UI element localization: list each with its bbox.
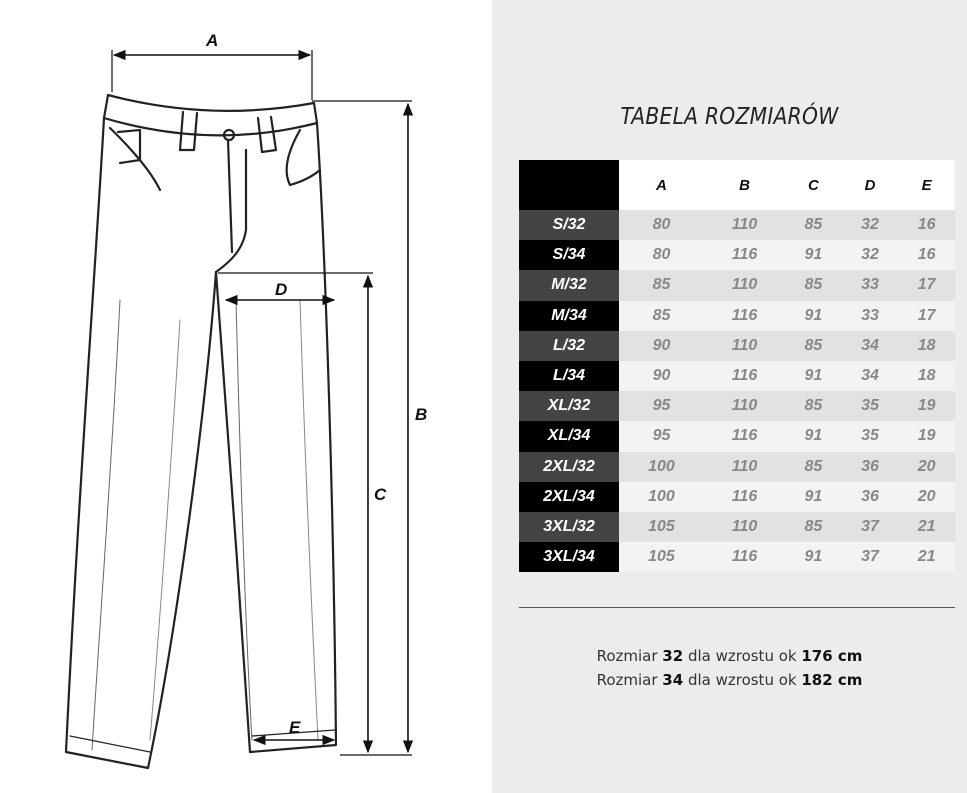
measurement-cell: 85 bbox=[785, 512, 842, 542]
dimension-label-d: D bbox=[275, 280, 288, 299]
size-label-cell: 3XL/32 bbox=[519, 512, 619, 542]
measurement-cell: 35 bbox=[842, 421, 899, 451]
height-note-32 bbox=[492, 647, 967, 665]
measurement-cell: 33 bbox=[842, 270, 899, 300]
dimension-label-e: E bbox=[289, 718, 301, 737]
note-prefix: Rozmiar bbox=[596, 647, 663, 665]
measurement-cell: 116 bbox=[704, 361, 785, 391]
note-height: 176 cm bbox=[801, 647, 863, 665]
size-label-cell: L/32 bbox=[519, 331, 619, 361]
table-row bbox=[519, 331, 955, 361]
size-label-cell: XL/34 bbox=[519, 421, 619, 451]
dimension-label-a: A bbox=[206, 31, 219, 50]
measurement-cell: 19 bbox=[898, 421, 955, 451]
size-label-cell: 2XL/34 bbox=[519, 482, 619, 512]
measurement-cell: 35 bbox=[842, 391, 899, 421]
measurement-cell: 32 bbox=[842, 240, 899, 270]
measurement-cell: 16 bbox=[898, 240, 955, 270]
measurement-cell: 116 bbox=[704, 482, 785, 512]
table-row bbox=[519, 482, 955, 512]
divider bbox=[519, 607, 955, 608]
dimension-label-c: C bbox=[374, 485, 387, 504]
size-label-cell: M/32 bbox=[519, 270, 619, 300]
measurement-cell: 100 bbox=[619, 452, 704, 482]
column-header-c: C bbox=[785, 160, 842, 210]
size-chart-panel bbox=[492, 0, 967, 793]
measurement-cell: 33 bbox=[842, 301, 899, 331]
measurement-cell: 19 bbox=[898, 391, 955, 421]
measurement-cell: 110 bbox=[704, 512, 785, 542]
measurement-cell: 110 bbox=[704, 452, 785, 482]
measurement-cell: 21 bbox=[898, 542, 955, 572]
measurement-cell: 105 bbox=[619, 542, 704, 572]
measurement-cell: 100 bbox=[619, 482, 704, 512]
note-height: 182 cm bbox=[801, 671, 863, 689]
measurement-cell: 21 bbox=[898, 512, 955, 542]
measurement-cell: 18 bbox=[898, 361, 955, 391]
measurement-cell: 95 bbox=[619, 421, 704, 451]
size-label-cell: XL/32 bbox=[519, 391, 619, 421]
measurement-cell: 90 bbox=[619, 361, 704, 391]
dimension-label-b: B bbox=[415, 405, 428, 424]
table-row bbox=[519, 301, 955, 331]
table-row bbox=[519, 391, 955, 421]
note-middle: dla wzrostu ok bbox=[683, 671, 802, 689]
measurement-cell: 91 bbox=[785, 482, 842, 512]
measurement-cell: 20 bbox=[898, 452, 955, 482]
measurement-cell: 17 bbox=[898, 270, 955, 300]
table-title: TABELA ROZMIARÓW bbox=[620, 104, 839, 130]
measurement-cell: 91 bbox=[785, 542, 842, 572]
size-label-cell: S/34 bbox=[519, 240, 619, 270]
measurement-cell: 36 bbox=[842, 482, 899, 512]
measurement-cell: 85 bbox=[619, 301, 704, 331]
table-row bbox=[519, 270, 955, 300]
measurement-cell: 85 bbox=[785, 331, 842, 361]
measurement-cell: 32 bbox=[842, 210, 899, 240]
measurement-cell: 116 bbox=[704, 240, 785, 270]
height-note-34 bbox=[492, 671, 967, 689]
measurement-cell: 95 bbox=[619, 391, 704, 421]
column-header-e: E bbox=[898, 160, 955, 210]
size-label-cell: 3XL/34 bbox=[519, 542, 619, 572]
pants-outline-drawing bbox=[66, 95, 336, 768]
measurement-cell: 91 bbox=[785, 361, 842, 391]
table-row bbox=[519, 361, 955, 391]
column-header-d: D bbox=[842, 160, 899, 210]
measurement-cell: 37 bbox=[842, 512, 899, 542]
measurement-cell: 36 bbox=[842, 452, 899, 482]
size-label-cell: L/34 bbox=[519, 361, 619, 391]
table-corner-cell bbox=[519, 160, 619, 210]
table-row bbox=[519, 542, 955, 572]
measurement-cell: 105 bbox=[619, 512, 704, 542]
measurement-cell: 34 bbox=[842, 361, 899, 391]
measurement-cell: 90 bbox=[619, 331, 704, 361]
table-row bbox=[519, 240, 955, 270]
measurement-cell: 91 bbox=[785, 240, 842, 270]
measurement-cell: 16 bbox=[898, 210, 955, 240]
size-label-cell: M/34 bbox=[519, 301, 619, 331]
measurement-cell: 91 bbox=[785, 301, 842, 331]
table-header-row bbox=[519, 160, 955, 210]
measurement-cell: 85 bbox=[785, 210, 842, 240]
measurement-cell: 80 bbox=[619, 210, 704, 240]
measurement-cell: 17 bbox=[898, 301, 955, 331]
size-label-cell: S/32 bbox=[519, 210, 619, 240]
measurement-cell: 85 bbox=[785, 391, 842, 421]
measurement-cell: 110 bbox=[704, 331, 785, 361]
table-row bbox=[519, 512, 955, 542]
measurement-cell: 116 bbox=[704, 542, 785, 572]
table-row bbox=[519, 421, 955, 451]
measurement-cell: 80 bbox=[619, 240, 704, 270]
measurement-cell: 110 bbox=[704, 210, 785, 240]
measurement-cell: 20 bbox=[898, 482, 955, 512]
measurement-cell: 37 bbox=[842, 542, 899, 572]
measurement-cell: 85 bbox=[785, 452, 842, 482]
note-prefix: Rozmiar bbox=[596, 671, 663, 689]
measurement-cell: 91 bbox=[785, 421, 842, 451]
note-middle: dla wzrostu ok bbox=[683, 647, 802, 665]
measurement-cell: 116 bbox=[704, 301, 785, 331]
table-row bbox=[519, 452, 955, 482]
table-row bbox=[519, 210, 955, 240]
measurement-cell: 34 bbox=[842, 331, 899, 361]
measurement-cell: 110 bbox=[704, 270, 785, 300]
measurement-cell: 18 bbox=[898, 331, 955, 361]
note-size: 34 bbox=[662, 671, 684, 689]
size-label-cell: 2XL/32 bbox=[519, 452, 619, 482]
column-header-b: B bbox=[704, 160, 785, 210]
note-size: 32 bbox=[662, 647, 684, 665]
size-table bbox=[519, 160, 955, 572]
measurement-cell: 110 bbox=[704, 391, 785, 421]
column-header-a: A bbox=[619, 160, 704, 210]
measurement-cell: 116 bbox=[704, 421, 785, 451]
measurement-cell: 85 bbox=[785, 270, 842, 300]
measurement-cell: 85 bbox=[619, 270, 704, 300]
